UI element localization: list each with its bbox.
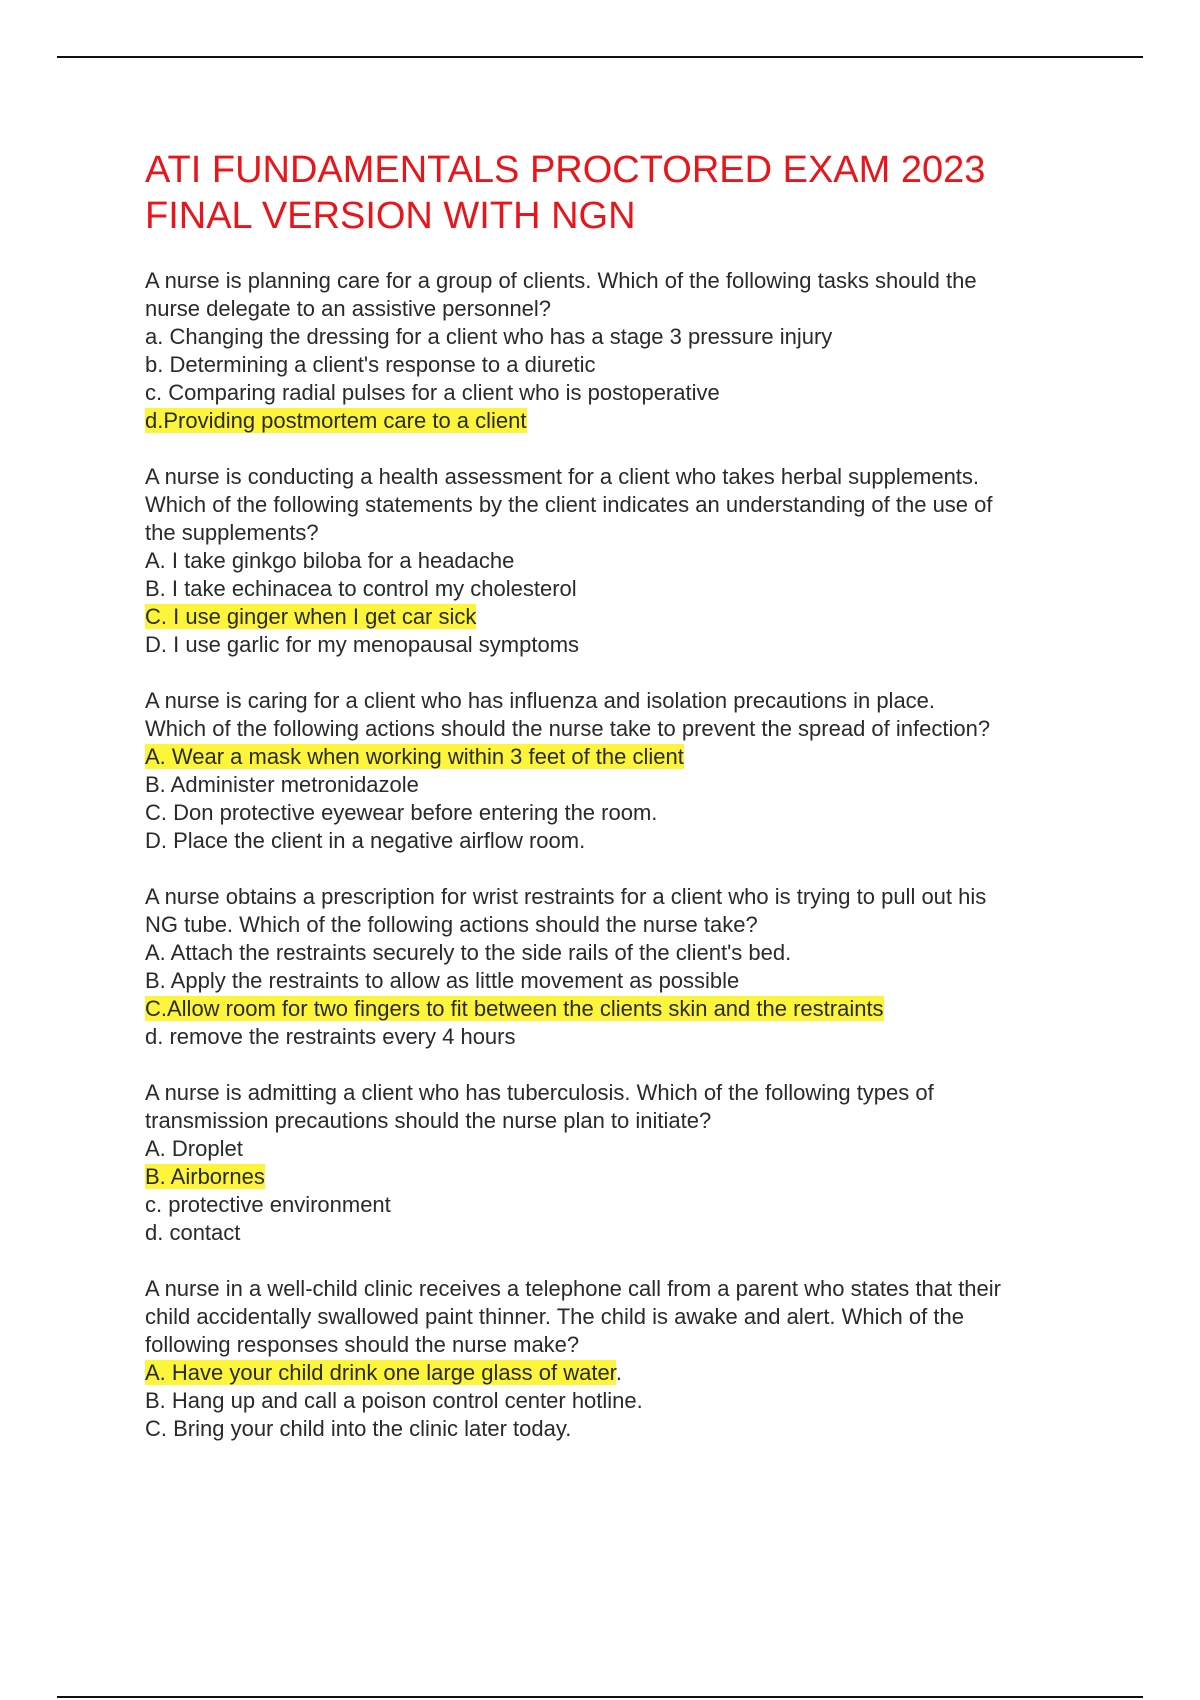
- question-block: [145, 883, 1105, 1051]
- answer-option-highlighted: [145, 995, 1105, 1023]
- question-stem-line: A nurse is caring for a client who has influenza and isolation precautions in place.: [145, 688, 936, 713]
- title-line: ATI FUNDAMENTALS PROCTORED EXAM 2023: [145, 149, 986, 191]
- title-line: FINAL VERSION WITH NGN: [145, 195, 636, 237]
- answer-option-highlighted: [145, 1359, 1105, 1387]
- question-block: [145, 267, 1105, 435]
- answer-option-text: c. Comparing radial pulses for a client who is postoperative: [145, 380, 720, 405]
- answer-option: [145, 1219, 1105, 1247]
- answer-option-text: c. protective environment: [145, 1192, 391, 1217]
- answer-option-text: d.Providing postmortem care to a client: [145, 408, 527, 433]
- question-stem-line: NG tube. Which of the following actions should the nurse take?: [145, 912, 758, 937]
- answer-option: [145, 967, 1105, 995]
- question-stem-line: A nurse is admitting a client who has tuberculosis. Which of the following types of: [145, 1080, 934, 1105]
- question-stem-line: the supplements?: [145, 520, 319, 545]
- question-stem-line: Which of the following statements by the client indicates an understanding of the use of: [145, 492, 993, 517]
- question-stem-line: Which of the following actions should the nurse take to prevent the spread of infection?: [145, 716, 991, 741]
- question-list: [145, 267, 1105, 1471]
- answer-option-text: B. Apply the restraints to allow as little movement as possible: [145, 968, 740, 993]
- answer-option: [145, 1191, 1105, 1219]
- answer-option-text: C.Allow room for two fingers to fit between the clients skin and the restraints: [145, 996, 884, 1021]
- question-stem-line: following responses should the nurse make?: [145, 1332, 580, 1357]
- answer-option: [145, 1415, 1105, 1443]
- answer-option-trailing: .: [615, 1360, 622, 1385]
- answer-option: [145, 575, 1105, 603]
- answer-option-text: A. Attach the restraints securely to the side rails of the client's bed.: [145, 940, 792, 965]
- answer-option-text: A. I take ginkgo biloba for a headache: [145, 548, 515, 573]
- answer-option: [145, 799, 1105, 827]
- answer-option-highlighted: [145, 407, 1105, 435]
- document-title: [145, 147, 1085, 239]
- question-stem-line: nurse delegate to an assistive personnel?: [145, 296, 552, 321]
- question-block: [145, 463, 1105, 659]
- answer-option-text: B. Administer metronidazole: [145, 772, 419, 797]
- answer-option: [145, 939, 1105, 967]
- answer-option-text: D. I use garlic for my menopausal symptoms: [145, 632, 580, 657]
- answer-option-text: a. Changing the dressing for a client who has a stage 3 pressure injury: [145, 324, 833, 349]
- answer-option-text: C. Bring your child into the clinic later today.: [145, 1416, 572, 1441]
- answer-option: [145, 1023, 1105, 1051]
- answer-option: [145, 827, 1105, 855]
- answer-option-text: d. contact: [145, 1220, 241, 1245]
- question-stem-line: transmission precautions should the nurse plan to initiate?: [145, 1108, 712, 1133]
- answer-option-text: B. Hang up and call a poison control center hotline.: [145, 1388, 643, 1413]
- answer-option-text: d. remove the restraints every 4 hours: [145, 1024, 516, 1049]
- question-block: [145, 1275, 1105, 1443]
- bottom-rule: [57, 1696, 1143, 1698]
- answer-option-text: C. Don protective eyewear before entering the room.: [145, 800, 658, 825]
- answer-option: [145, 351, 1105, 379]
- answer-option-highlighted: [145, 1163, 1105, 1191]
- answer-option: [145, 1387, 1105, 1415]
- answer-option-text: C. I use ginger when I get car sick: [145, 604, 477, 629]
- answer-option-text: A. Droplet: [145, 1136, 243, 1161]
- top-rule: [57, 56, 1143, 58]
- question-block: [145, 687, 1105, 855]
- answer-option: [145, 547, 1105, 575]
- question-block: [145, 1079, 1105, 1247]
- question-stem-line: child accidentally swallowed paint thinner. The child is awake and alert. Which of the: [145, 1304, 964, 1329]
- answer-option: [145, 771, 1105, 799]
- answer-option-text: D. Place the client in a negative airflow room.: [145, 828, 586, 853]
- question-stem-line: A nurse is planning care for a group of clients. Which of the following tasks should the: [145, 268, 977, 293]
- answer-option-text: b. Determining a client's response to a diuretic: [145, 352, 596, 377]
- answer-option-text: A. Have your child drink one large glass of water: [145, 1360, 616, 1385]
- answer-option: [145, 323, 1105, 351]
- answer-option-text: A. Wear a mask when working within 3 feet of the client: [145, 744, 684, 769]
- answer-option-text: B. I take echinacea to control my cholesterol: [145, 576, 577, 601]
- question-stem-line: A nurse in a well-child clinic receives a telephone call from a parent who states that their: [145, 1276, 1001, 1301]
- answer-option-highlighted: [145, 603, 1105, 631]
- answer-option-highlighted: [145, 743, 1105, 771]
- question-stem-line: A nurse obtains a prescription for wrist restraints for a client who is trying to pull out his: [145, 884, 987, 909]
- answer-option: [145, 379, 1105, 407]
- answer-option: [145, 631, 1105, 659]
- question-stem-line: A nurse is conducting a health assessment for a client who takes herbal supplements.: [145, 464, 980, 489]
- answer-option: [145, 1135, 1105, 1163]
- answer-option-text: B. Airbornes: [145, 1164, 265, 1189]
